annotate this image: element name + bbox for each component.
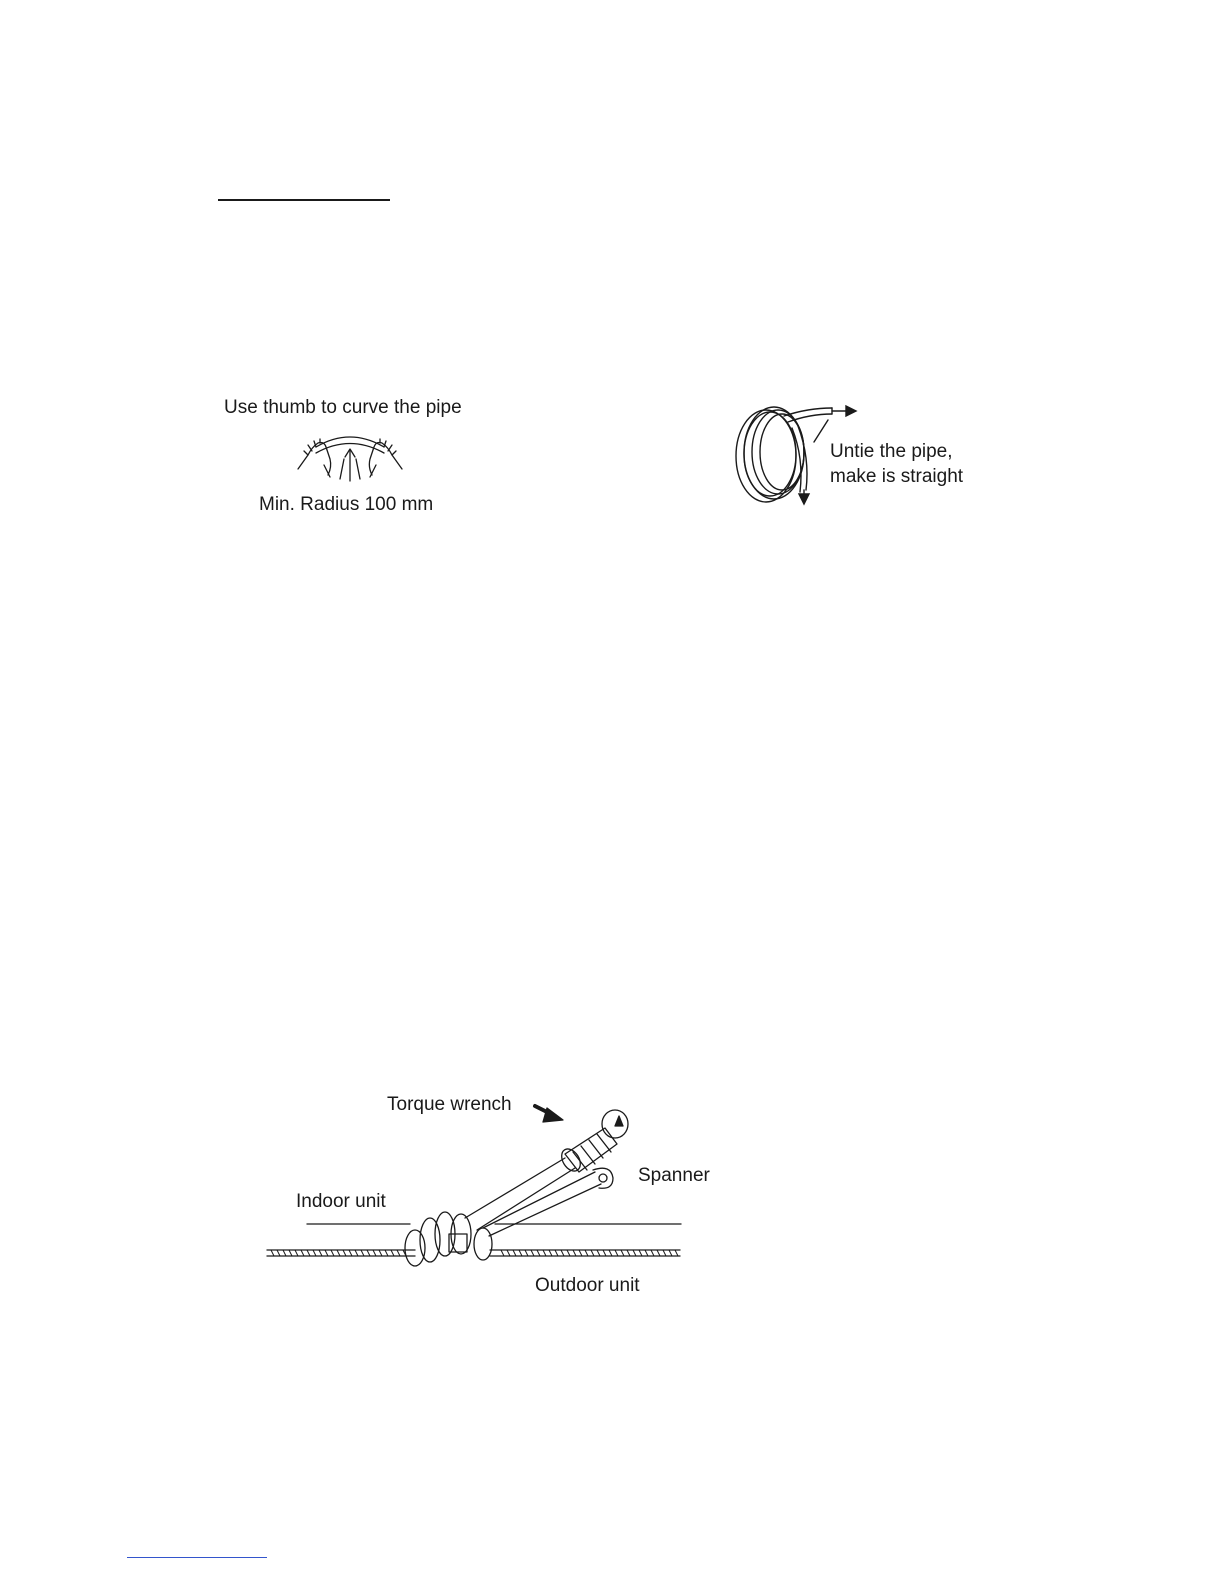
uncoil-caption-line1: Untie the pipe, bbox=[830, 441, 953, 462]
label-outdoor-unit: Outdoor unit bbox=[535, 1275, 640, 1296]
label-spanner: Spanner bbox=[638, 1165, 710, 1186]
label-torque-wrench: Torque wrench bbox=[387, 1094, 512, 1115]
bend-caption-top: Use thumb to curve the pipe bbox=[224, 397, 462, 418]
uncoil-caption-line2: make is straight bbox=[830, 466, 964, 487]
footer-link-underline bbox=[127, 1557, 267, 1558]
label-indoor-unit: Indoor unit bbox=[296, 1191, 386, 1212]
section-heading-underline bbox=[218, 199, 390, 201]
hands-bending-pipe-illustration bbox=[290, 425, 410, 485]
bend-caption-bottom: Min. Radius 100 mm bbox=[259, 494, 434, 515]
torque-wrench-spanner-illustration bbox=[265, 1100, 695, 1270]
